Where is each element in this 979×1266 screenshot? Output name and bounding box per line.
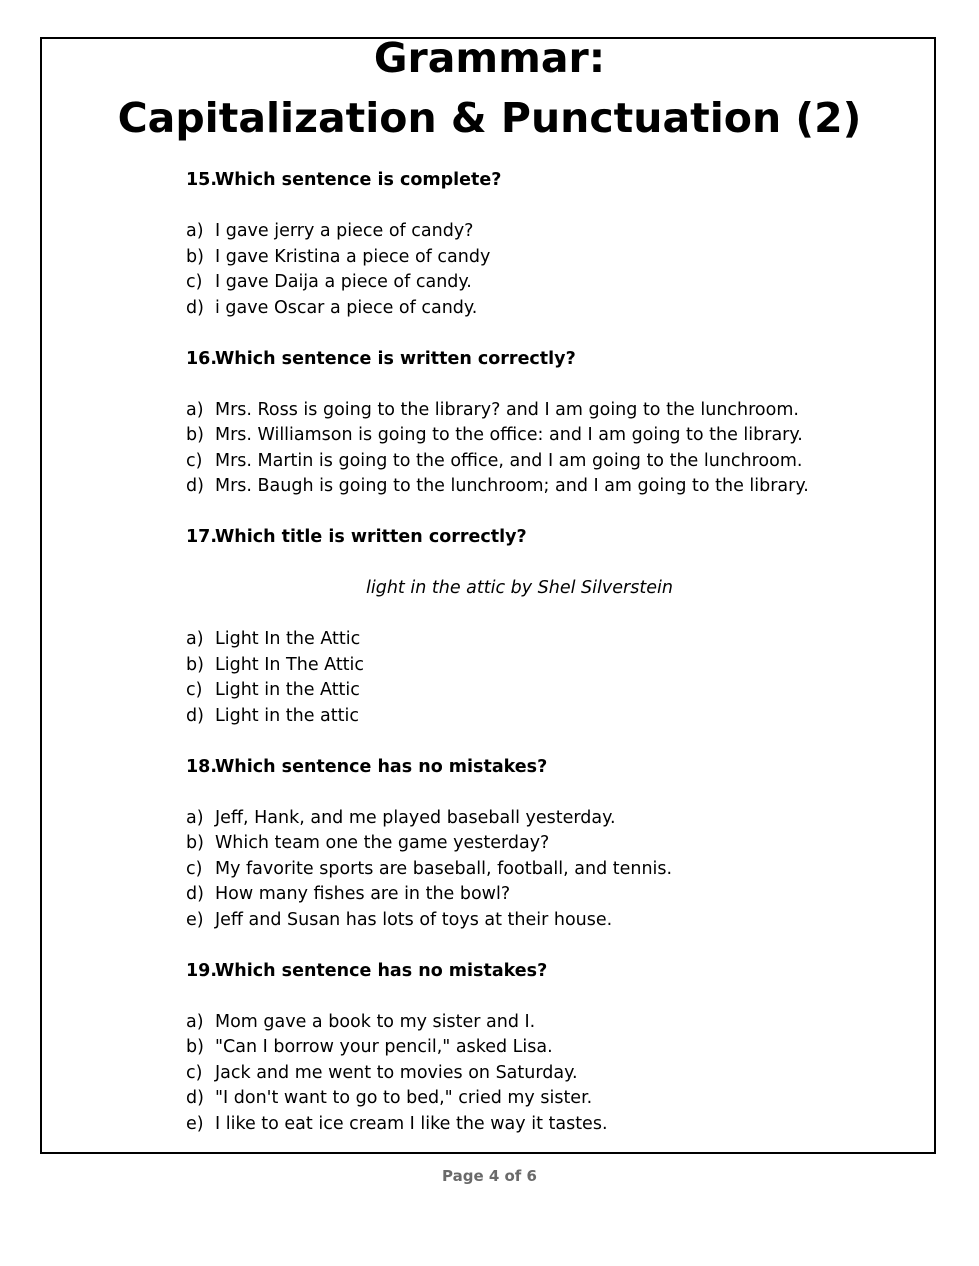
question-number: 16. (186, 348, 218, 369)
option-letter: a) (186, 399, 204, 420)
option-letter: d) (186, 705, 204, 726)
question-16 (186, 347, 886, 373)
question-18 (186, 755, 886, 781)
answer-option (186, 627, 886, 653)
option-letter: c) (186, 450, 203, 471)
option-letter: b) (186, 833, 204, 853)
option-letter: c) (186, 272, 203, 292)
option-text: I gave Daija a piece of candy. (215, 272, 472, 292)
option-text: I gave Kristina a piece of candy (215, 246, 491, 267)
option-text: Mrs. Williamson is going to the office: and I am going to the library. (215, 425, 803, 445)
option-letter: b) (186, 425, 204, 445)
option-letter: d) (186, 884, 204, 904)
option-letter: c) (186, 1062, 203, 1083)
question-list (186, 168, 886, 1137)
option-letter: a) (186, 1011, 204, 1032)
option-text: i gave Oscar a piece of candy. (215, 297, 478, 318)
option-letter: d) (186, 476, 204, 496)
option-text: Light In The Attic (215, 654, 365, 675)
answer-option (186, 831, 886, 857)
option-text: Light in the Attic (215, 680, 360, 700)
page-title-line2: Capitalization & Punctuation (2) (117, 94, 862, 142)
option-letter: c) (186, 680, 203, 700)
question-text: Which title is written correctly? (215, 527, 527, 547)
option-letter: b) (186, 654, 204, 675)
answer-option (186, 398, 886, 424)
option-text: Mrs. Ross is going to the library? and I am going to the lunchroom. (215, 399, 799, 420)
answer-option (186, 1112, 886, 1138)
answer-option (186, 678, 886, 704)
option-letter: d) (186, 1088, 204, 1108)
question-number: 19. (186, 960, 218, 981)
title-prompt: light in the attic by Shel Silverstein (366, 578, 673, 598)
question-number: 17. (186, 527, 218, 547)
option-text: Jack and me went to movies on Saturday. (215, 1062, 578, 1083)
option-text: Mrs. Baugh is going to the lunchroom; and I am going to the library. (215, 476, 809, 496)
page-title-line1: Grammar: (373, 34, 606, 82)
answer-option (186, 219, 886, 245)
option-text: "I don't want to go to bed," cried my sister. (215, 1088, 593, 1108)
question-15 (186, 168, 886, 194)
option-letter: a) (186, 807, 204, 828)
answer-option (186, 423, 886, 449)
answer-option (186, 806, 886, 832)
option-text: Light in the attic (215, 705, 359, 726)
answer-option (186, 1035, 886, 1061)
question-text: Which sentence has no mistakes? (215, 756, 548, 777)
question-text: Which sentence is complete? (215, 170, 502, 190)
answer-option (186, 1010, 886, 1036)
option-text: Which team one the game yesterday? (215, 833, 550, 853)
option-text: I like to eat ice cream I like the way it tastes. (215, 1113, 608, 1134)
answer-option (186, 474, 886, 500)
option-text: Mrs. Martin is going to the office, and I am going to the lunchroom. (215, 450, 803, 471)
page-number: Page 4 of 6 (442, 1167, 537, 1185)
answer-option (186, 270, 886, 296)
option-text: Jeff and Susan has lots of toys at their house. (215, 909, 613, 930)
option-letter: b) (186, 246, 204, 267)
option-text: "Can I borrow your pencil," asked Lisa. (215, 1037, 553, 1057)
option-letter: a) (186, 629, 204, 649)
answer-option (186, 449, 886, 475)
answer-option (186, 908, 886, 934)
option-letter: e) (186, 909, 204, 930)
option-text: Light In the Attic (215, 629, 361, 649)
question-number: 15. (186, 170, 218, 190)
option-letter: b) (186, 1037, 204, 1057)
option-letter: c) (186, 858, 203, 879)
answer-option (186, 296, 886, 322)
answer-option (186, 882, 886, 908)
question-19 (186, 959, 886, 985)
answer-option (186, 1061, 886, 1087)
answer-option (186, 1086, 886, 1112)
option-text: Jeff, Hank, and me played baseball yesterday. (215, 807, 616, 828)
answer-option (186, 857, 886, 883)
answer-option (186, 245, 886, 271)
option-letter: a) (186, 221, 204, 241)
answer-option (186, 653, 886, 679)
question-17 (186, 525, 886, 551)
answer-option (186, 704, 886, 730)
option-letter: e) (186, 1113, 204, 1134)
option-text: Mom gave a book to my sister and I. (215, 1011, 536, 1032)
option-text: I gave jerry a piece of candy? (215, 221, 474, 241)
option-text: How many fishes are in the bowl? (215, 884, 511, 904)
question-text: Which sentence is written correctly? (215, 348, 576, 369)
option-text: My favorite sports are baseball, football, and tennis. (215, 858, 673, 879)
option-letter: d) (186, 297, 204, 318)
question-text: Which sentence has no mistakes? (215, 960, 548, 981)
question-number: 18. (186, 756, 218, 777)
